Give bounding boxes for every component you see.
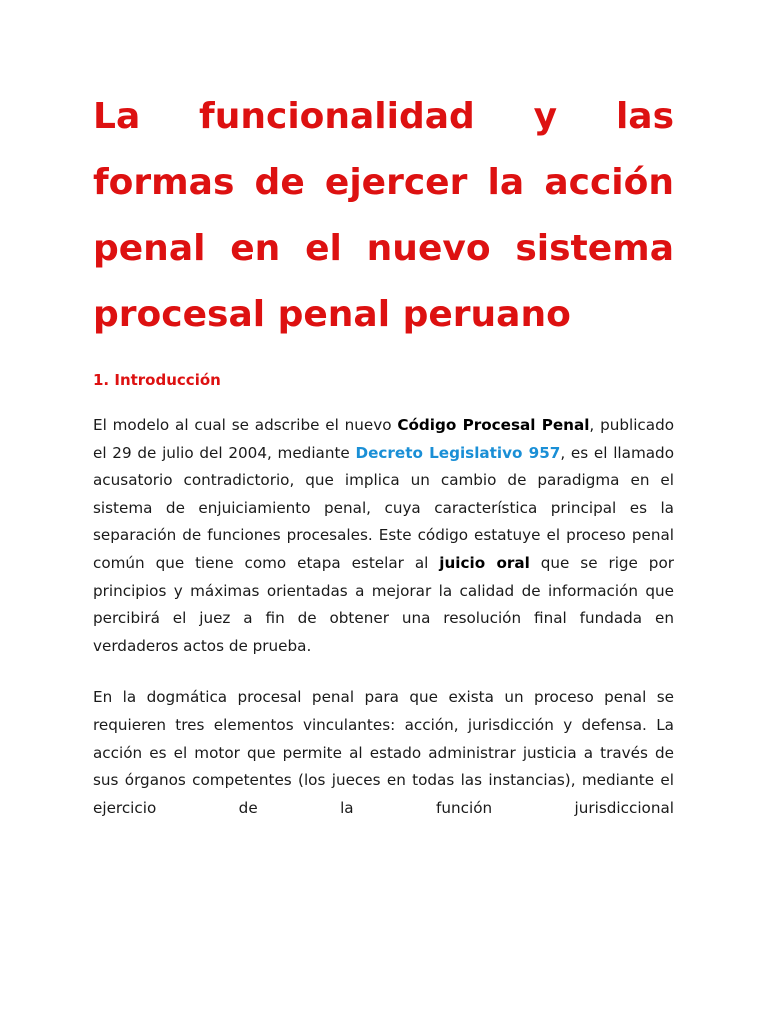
paragraph-2: En la dogmática procesal penal para que exista un proceso penal se requieren tres elementos vinculantes: acción, jurisdicción y defensa. La acción es el motor que permite al estado administrar justicia a través de sus órganos competentes (los jueces en todas las instancias), mediante el ejercicio de la función jurisdiccional [93, 688, 674, 817]
bold-codigo-procesal-penal: Código Procesal Penal [397, 416, 590, 434]
paragraph-1-text-3: , es el llamado acusatorio contradictorio, que implica un cambio de paradigma en el sistema de enjuiciamiento penal, cuya característica principal es la separación de funciones procesales. Este código estatuye el proceso penal común que tiene como etapa estelar al [93, 443, 674, 572]
paragraph-1-text-1: El modelo al cual se adscribe el nuevo [93, 416, 398, 434]
bold-juicio-oral: juicio oral [439, 553, 530, 572]
section-heading-introduccion: 1. Introducción [93, 371, 221, 389]
document-page [93, 84, 674, 822]
paragraph-1 [93, 412, 674, 660]
paragraph-1-text-4: que se rige por principios y máximas orientadas a mejorar la calidad de información que percibirá el juez a fin de obtener una resolución final fundada en verdaderos actos de prueba. [93, 553, 674, 655]
document-title: La funcionalidad y las formas de ejercer la acción penal en el nuevo sistema procesal penal peruano [93, 96, 674, 335]
link-decreto-legislativo-957[interactable]: Decreto Legislativo 957 [355, 443, 561, 462]
paragraph-1-text-2: , publicado el 29 de julio del 2004, mediante [93, 416, 675, 462]
